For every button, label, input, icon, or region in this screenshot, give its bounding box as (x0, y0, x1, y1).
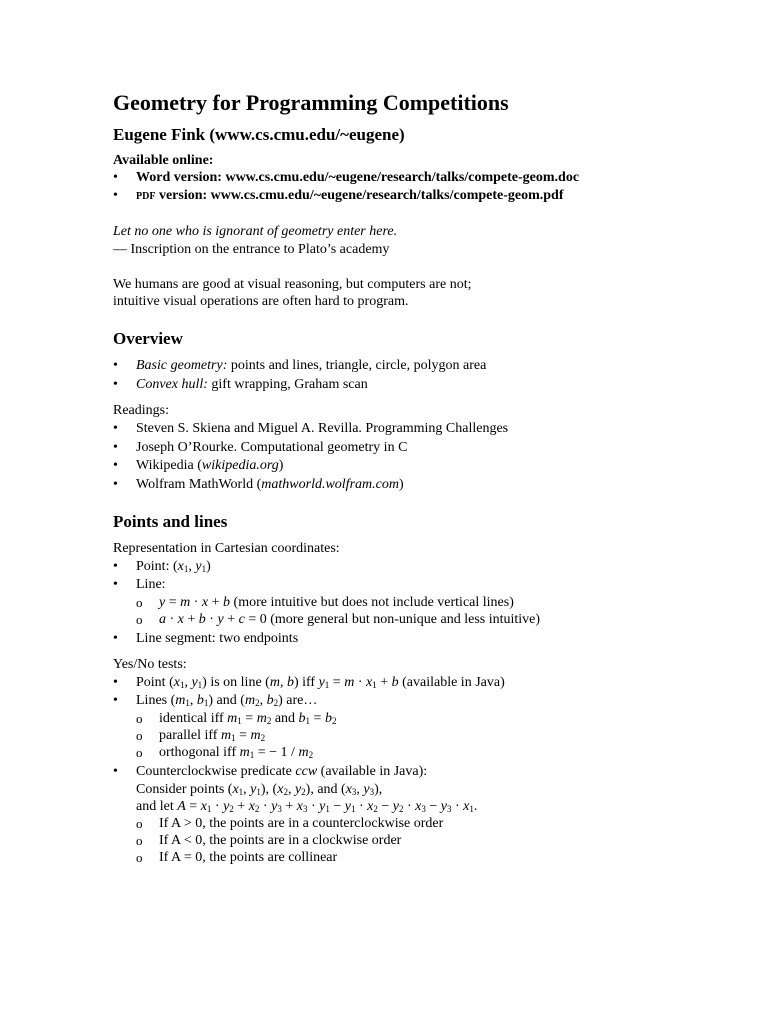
quote-text: Let no one who is ignorant of geometry enter here. (113, 224, 398, 239)
pdf-label: PDF (136, 191, 156, 202)
bullet-icon: • (113, 421, 118, 436)
bullet-icon: • (113, 693, 118, 708)
pdf-version-line (136, 187, 564, 206)
identical-test: identical iff $m_1 = m_2$ and $b_1 = b_2$ (159, 711, 337, 726)
bullet-icon: • (113, 559, 118, 574)
reading-item: Steven S. Skiena and Miguel A. Revilla. Programming Challenges (136, 421, 509, 436)
representation-label: Representation in Cartesian coordinates: (113, 541, 340, 556)
bullet-icon: • (113, 764, 118, 779)
circle-bullet-icon: o (136, 711, 143, 726)
bullet-icon: • (113, 577, 118, 592)
reading-item: Wikipedia (wikipedia.org) (136, 458, 284, 473)
circle-bullet-icon: o (136, 833, 143, 848)
ccw-positive-case: If A > 0, the points are in a counterclockwise order (159, 816, 444, 831)
page-title: Geometry for Programming Competitions (113, 90, 509, 115)
circle-bullet-icon: o (136, 728, 143, 743)
ccw-zero-case: If A = 0, the points are collinear (159, 850, 338, 865)
overview-item-basic: Basic geometry: points and lines, triangle, circle, polygon area (136, 358, 487, 373)
bullet-icon: • (113, 188, 118, 203)
intro-line-2: intuitive visual operations are often hard to program. (113, 294, 409, 309)
circle-bullet-icon: o (136, 850, 143, 865)
point-on-line-test: Point ($x_1$, $y_1$) is on line (m, b) iff $y_1 = m \cdot x_1 + b$ (available in Java) (136, 675, 505, 690)
parallel-test: parallel iff $m_1 = m_2$ (159, 728, 266, 743)
line-slope-form: y = m · x + b (more intuitive but does not include vertical lines) (159, 595, 514, 610)
pdf-url-link[interactable]: www.cs.cmu.edu/~eugene/research/talks/compete-geom.pdf (210, 188, 564, 203)
orthogonal-test: orthogonal iff $m_1$ = − $1 / m_2$ (159, 745, 314, 760)
reading-item: Joseph O’Rourke. Computational geometry in C (136, 440, 408, 455)
line-general-form: a · x + b · y + c = 0 (more general but non-unique and less intuitive) (159, 612, 541, 627)
word-url-link[interactable]: www.cs.cmu.edu/~eugene/research/talks/compete-geom.doc (225, 170, 580, 185)
bullet-icon: • (113, 440, 118, 455)
mathworld-link[interactable]: mathworld.wolfram.com (261, 477, 399, 492)
bullet-icon: • (113, 377, 118, 392)
overview-item-hull: Convex hull: gift wrapping, Graham scan (136, 377, 368, 392)
lines-pair-test: Lines ($m_1$, $b_1$) and ($m_2$, $b_2$) are… (136, 693, 318, 708)
tests-label: Yes/No tests: (113, 657, 187, 672)
pdf-rest-label: version: (158, 188, 208, 203)
circle-bullet-icon: o (136, 612, 143, 627)
bullet-icon: • (113, 358, 118, 373)
bullet-icon: • (113, 170, 118, 185)
ccw-predicate: Counterclockwise predicate ccw (available in Java): (136, 764, 428, 779)
author-line: Eugene Fink (www.cs.cmu.edu/~eugene) (113, 125, 405, 144)
bullet-icon: • (113, 631, 118, 646)
word-label: Word version: (136, 170, 222, 185)
ccw-formula: and let $A = x_1 \cdot y_2 + x_2 \cdot y_3 + x_3 \cdot y_1 - y_1 \cdot x_2 - y_2 \cdot x_3 - y_3 \cdot x_1$. (136, 799, 478, 814)
quote-source: — Inscription on the entrance to Plato’s academy (113, 242, 390, 257)
circle-bullet-icon: o (136, 745, 143, 760)
segment-item: Line segment: two endpoints (136, 631, 299, 646)
readings-label: Readings: (113, 403, 169, 418)
wikipedia-link[interactable]: wikipedia.org (201, 458, 279, 473)
circle-bullet-icon: o (136, 816, 143, 831)
line-item: Line: (136, 577, 166, 592)
ccw-consider-points: Consider points ($x_1$, $y_1$), ($x_2$, $y_2$), and ($x_3$, $y_3$), (136, 782, 383, 797)
available-heading: Available online: (113, 153, 214, 168)
word-version-line (136, 169, 579, 187)
overview-heading: Overview (113, 329, 183, 348)
points-lines-heading: Points and lines (113, 512, 228, 531)
bullet-icon: • (113, 458, 118, 473)
ccw-negative-case: If A < 0, the points are in a clockwise order (159, 833, 402, 848)
reading-item: Wolfram MathWorld (mathworld.wolfram.com) (136, 477, 404, 492)
bullet-icon: • (113, 477, 118, 492)
intro-line-1: We humans are good at visual reasoning, but computers are not; (113, 277, 472, 292)
circle-bullet-icon: o (136, 595, 143, 610)
point-item: Point: ($x_1$, $y_1$) (136, 559, 211, 574)
bullet-icon: • (113, 675, 118, 690)
